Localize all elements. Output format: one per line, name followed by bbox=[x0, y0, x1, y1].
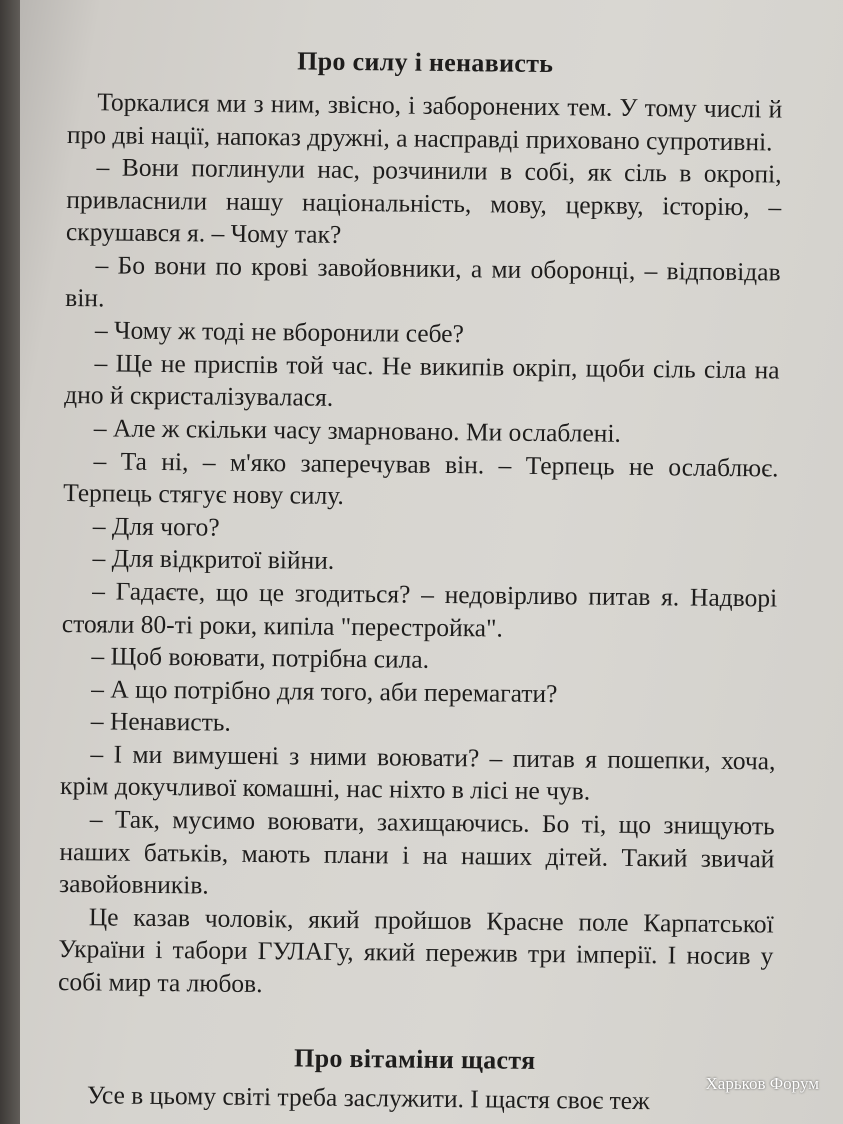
section-title-strength: Про силу і ненависть bbox=[297, 46, 554, 79]
paragraph: – І ми вимушені з ними воювати? – питав я пошепки, хоча, крім докучливої комашні, нас ніхто в лісі не чув. bbox=[59, 739, 776, 806]
paragraph: – Ненависть. bbox=[90, 706, 231, 738]
paragraph: – Щоб воювати, потрібна сила. bbox=[91, 641, 430, 674]
paragraph: – Для відкритої війни. bbox=[92, 543, 335, 576]
paragraph: – Але ж скільки часу змарновано. Ми ослаблені. bbox=[93, 413, 622, 448]
paragraph: – Гадаєте, що це згодиться? – недовірливо питав я. Надворі стояли 80-ті роки, кипіла "перестройка". bbox=[61, 576, 778, 643]
section-title-vitamins: Про вітаміни щастя bbox=[293, 1043, 536, 1075]
paragraph: – Чому ж тоді не вборонили себе? bbox=[94, 315, 465, 349]
paragraph: Це казав чоловік, який пройшов Красне поле Карпатської України і табори ГУЛАГу, який пережив три імперії. І носив у собі мир та любов. bbox=[57, 902, 774, 999]
paragraph: – Бо вони по крові завойовники, а ми оборонці, – відповідав він. bbox=[65, 250, 781, 312]
paragraph: – Ще не приспів той час. Не википів окріп, щоби сіль сіла на дно й скристалізувалася. bbox=[64, 348, 780, 413]
paragraph: – Вони поглинули нас, розчинили в собі, як сіль в окропі, привласнили нашу національність, мову, церкву, історію, – скрушався я. – Чому так? bbox=[65, 152, 782, 250]
page-text bbox=[57, 36, 783, 1119]
forum-watermark: Харьков Форум bbox=[705, 1074, 819, 1093]
paragraph: – Так, мусимо воювати, захищаючись. Бо ті, що знищують наших батьків, мають плани і на наших дітей. Такий звичай завойовників. bbox=[58, 804, 775, 900]
book-page bbox=[20, 0, 843, 1124]
paragraph: – Та ні, – м'яко заперечував він. – Терпець не ослаблює. Терпець стягує нову силу. bbox=[63, 445, 779, 511]
paragraph: – Для чого? bbox=[92, 511, 220, 542]
paragraph: Торкалися ми з ним, звісно, і заборонених тем. У тому числі й про дві нації, напоказ дружні, а насправді приховано супротивні. bbox=[66, 87, 783, 156]
paragraph: – А що потрібно для того, аби перемагати? bbox=[91, 673, 558, 708]
paragraph: Усе в цьому світі треба заслужити. І щастя своє теж bbox=[86, 1079, 650, 1115]
